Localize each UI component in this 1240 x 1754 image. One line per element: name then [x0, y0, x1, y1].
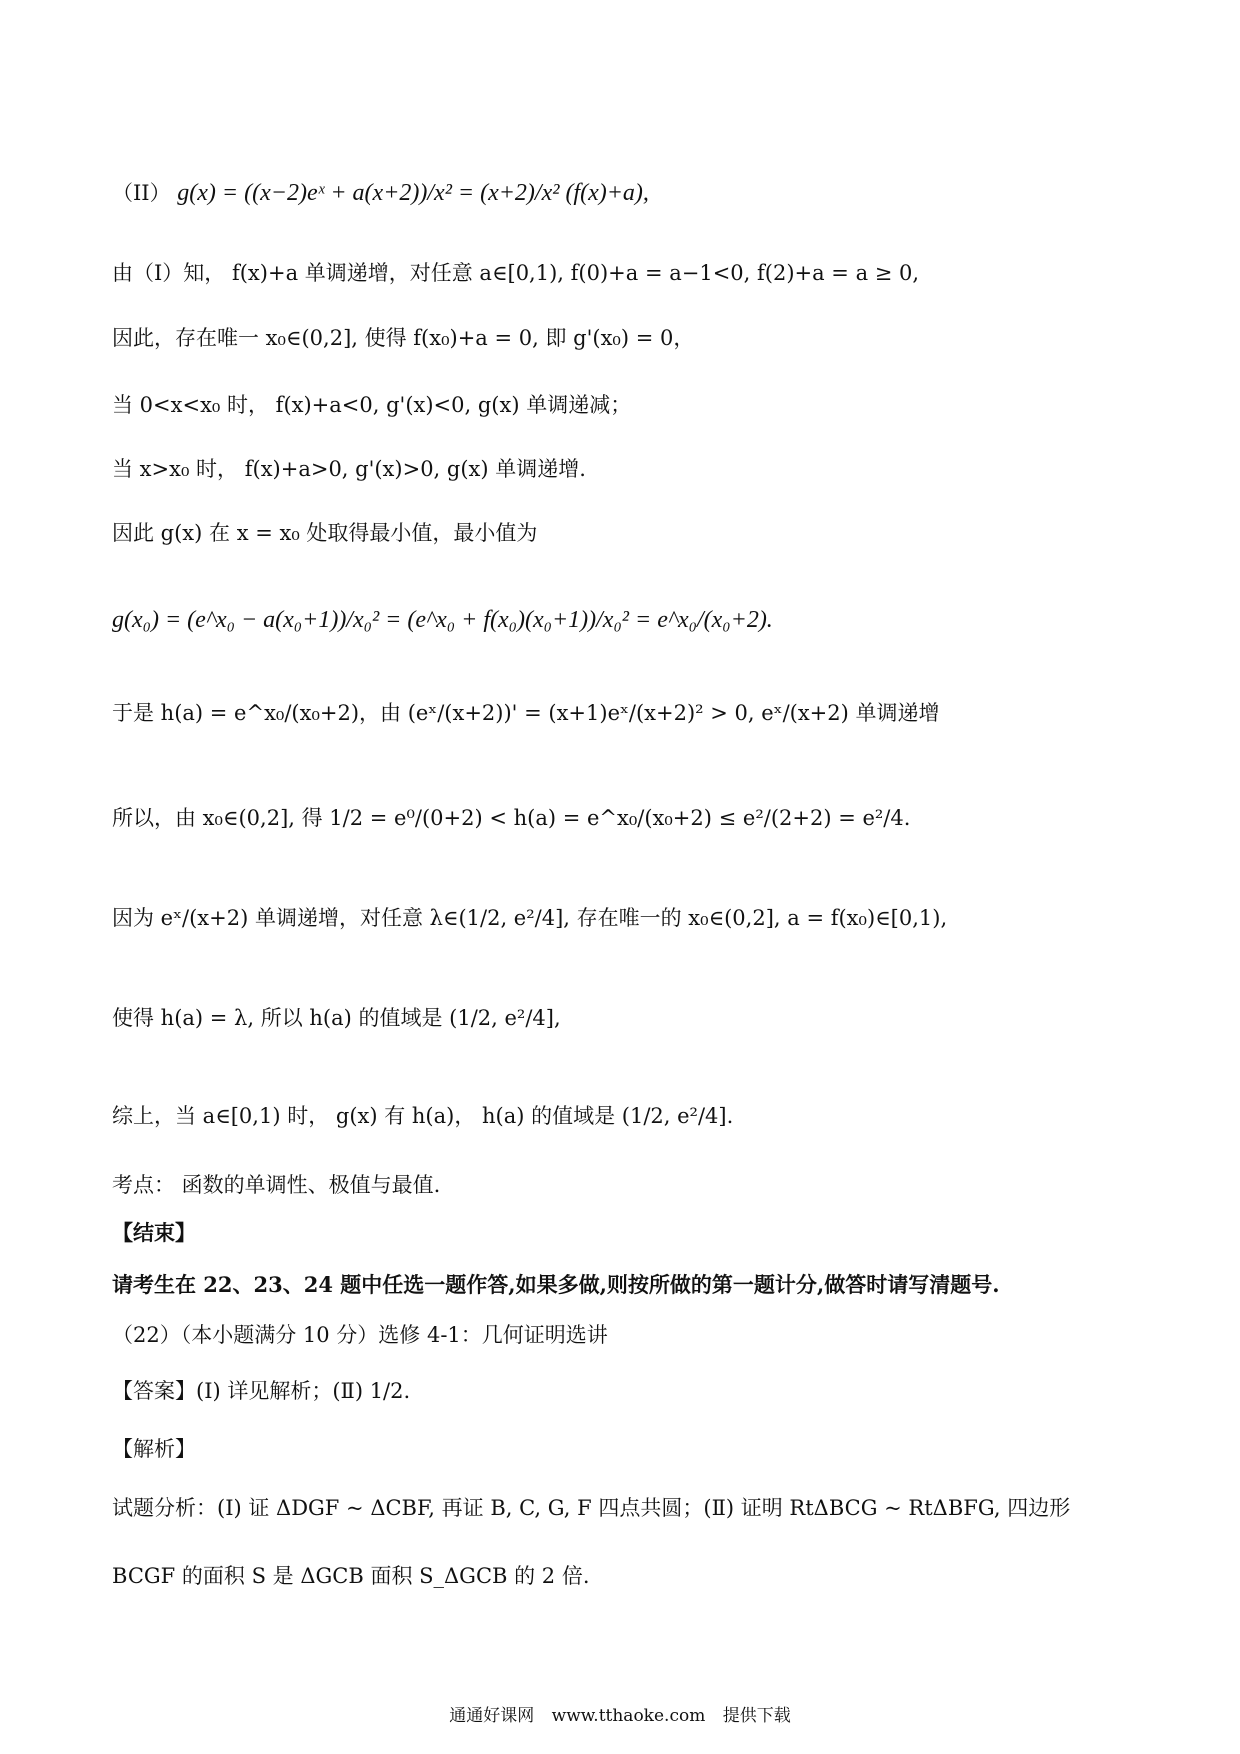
- line-text: 试题分析：(Ⅰ) 证 ΔDGF ~ ΔCBF, 再证 B, C, G, F 四点共圆；(Ⅱ) 证明 RtΔBCG ~ RtΔBFG, 四边形: [112, 1496, 1071, 1520]
- footer-url[interactable]: www.tthaoke.com: [551, 1706, 706, 1726]
- line-text: 当 0<x<x₀ 时， f(x)+a<0, g'(x)<0, g(x) 单调递减；: [112, 393, 632, 417]
- text-line-12: [112, 1103, 733, 1129]
- line-label: （II）: [112, 181, 171, 205]
- text-line-14: [112, 1220, 196, 1246]
- section-marker: 【结束】: [112, 1220, 196, 1245]
- formula: g(x) = ((x−2)eˣ + a(x+2))/x² = (x+2)/x² (f(x)+a),: [177, 180, 649, 206]
- question-heading: （22）（本小题满分 10 分）选修 4-1：几何证明选讲: [112, 1323, 608, 1347]
- text-line-1: [112, 178, 649, 208]
- line-text: 所以，由 x₀∈(0,2], 得 1/2 = e⁰/(0+2) < h(a) = e^x₀/(x₀+2) ≤ e²/(2+2) = e²/4.: [112, 806, 911, 830]
- formula: g(x₀) = (e^x₀ − a(x₀+1))/x₀² = (e^x₀ + f(x₀)(x₀+1))/x₀² = e^x₀/(x₀+2).: [112, 607, 773, 633]
- text-line-6: [112, 520, 537, 546]
- line-text: 使得 h(a) = λ, 所以 h(a) 的值域是 (1/2, e²/4],: [112, 1006, 561, 1030]
- footer-suffix: 提供下载: [722, 1706, 791, 1726]
- line-text: 因为 eˣ/(x+2) 单调递增，对任意 λ∈(1/2, e²/4], 存在唯一的 x₀∈(0,2], a = f(x₀)∈[0,1),: [112, 906, 948, 930]
- line-text: 当 x>x₀ 时， f(x)+a>0, g'(x)>0, g(x) 单调递增.: [112, 457, 586, 481]
- text-line-2: [112, 260, 919, 286]
- text-line-13: [112, 1172, 440, 1198]
- text-line-15: [112, 1272, 1000, 1298]
- text-line-5: [112, 456, 586, 482]
- line-text: 于是 h(a) = e^x₀/(x₀+2)，由 (eˣ/(x+2))' = (x+1)eˣ/(x+2)² > 0, eˣ/(x+2) 单调递增: [112, 701, 940, 725]
- line-text: 综上，当 a∈[0,1) 时， g(x) 有 h(a)， h(a) 的值域是 (1/2, e²/4].: [112, 1104, 734, 1128]
- line-text: BCGF 的面积 S 是 ΔGCB 面积 S_ΔGCB 的 2 倍.: [112, 1564, 590, 1588]
- text-line-19: [112, 1495, 1070, 1521]
- text-line-18: [112, 1436, 196, 1462]
- text-line-17: [112, 1378, 410, 1404]
- text-line-7: [112, 605, 773, 635]
- footer-site-name: 通通好课网: [449, 1706, 535, 1726]
- text-line-3: [112, 325, 694, 351]
- line-text: 考点： 函数的单调性、极值与最值.: [112, 1173, 441, 1197]
- text-line-9: [112, 805, 910, 831]
- line-text: 因此，存在唯一 x₀∈(0,2], 使得 f(x₀)+a = 0, 即 g'(x₀) = 0，: [112, 326, 695, 350]
- line-text: 由（I）知， f(x)+a 单调递增，对任意 a∈[0,1), f(0)+a = a−1<0, f(2)+a = a ≥ 0,: [112, 261, 920, 285]
- instruction-text: 请考生在 22、23、24 题中任选一题作答,如果多做,则按所做的第一题计分,做答时请写清题号.: [112, 1272, 1000, 1297]
- text-line-10: [112, 905, 947, 931]
- text-line-11: [112, 1005, 561, 1031]
- page-footer: [0, 1701, 1240, 1726]
- text-line-16: [112, 1322, 608, 1348]
- answer-line: 【答案】(Ⅰ) 详见解析；(Ⅱ) 1/2.: [112, 1379, 411, 1403]
- text-line-4: [112, 392, 631, 418]
- text-line-8: [112, 700, 940, 726]
- section-marker: 【解析】: [112, 1437, 196, 1461]
- line-text: 因此 g(x) 在 x = x₀ 处取得最小值，最小值为: [112, 521, 538, 545]
- text-line-20: [112, 1563, 590, 1589]
